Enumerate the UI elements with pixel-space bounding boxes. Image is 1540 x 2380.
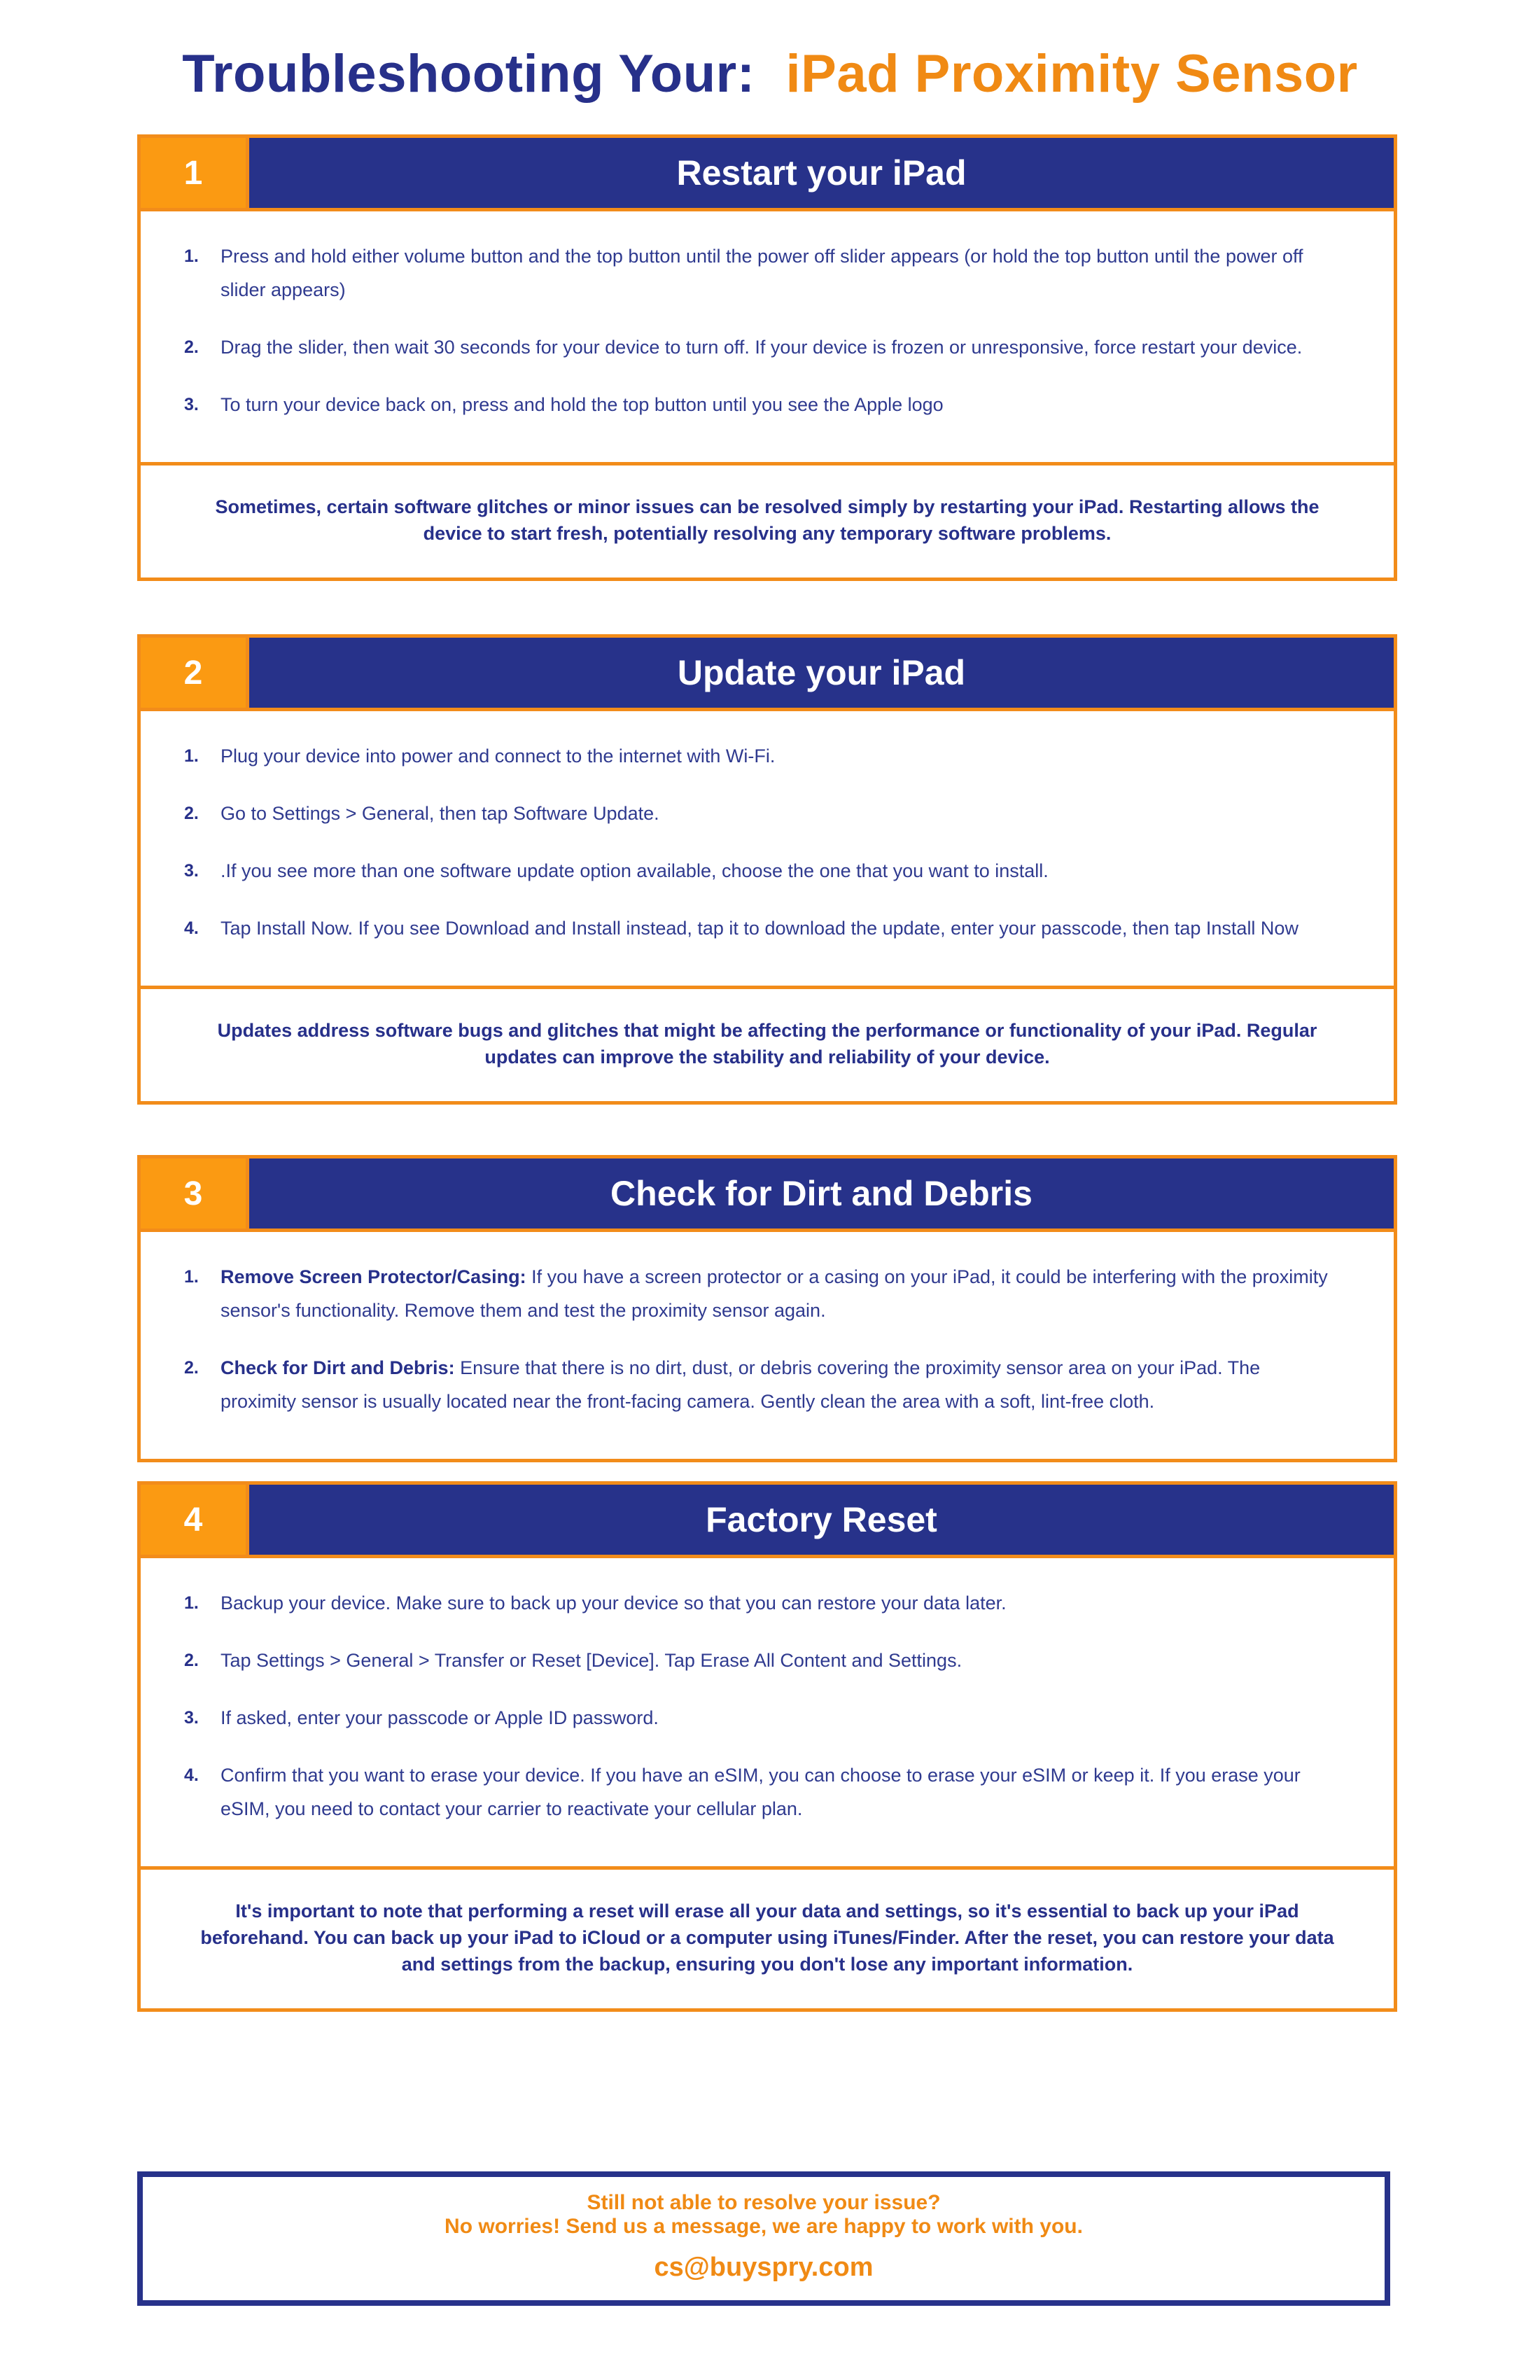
section-header: [141, 1158, 1394, 1232]
step-item: 1. Remove Screen Protector/Casing: If you have a screen protector or a casing on your iPad, it could be interfering with the proximity sensor's functionality. Remove them and test the proximity sensor again.: [184, 1266, 1328, 1321]
step-item: 1. Plug your device into power and connect to the internet with Wi-Fi.: [184, 746, 776, 766]
contact-email-link[interactable]: cs@buyspry.com: [654, 2253, 874, 2282]
section-title: Factory Reset: [246, 1485, 1394, 1555]
section-number: 1: [141, 138, 246, 208]
section-dirt-debris: [137, 1155, 1397, 1462]
step-item: 4. Tap Install Now. If you see Download and Install instead, tap it to download the update, enter your passcode, then tap Install Now: [184, 918, 1298, 939]
step-item: 1. Press and hold either volume button and the top button until the power off slider appears (or hold the top button until the power off slider appears): [184, 246, 1303, 300]
step-item: 4. Confirm that you want to erase your device. If you have an eSIM, you can choose to erase your eSIM or keep it. If you erase your eSIM, you need to contact your carrier to reactivate your cellular plan.: [184, 1765, 1301, 1819]
section-header: [141, 138, 1394, 211]
title-part-1: Troubleshooting Your:: [182, 44, 755, 104]
section-number: 3: [141, 1158, 246, 1228]
step-item: 3. .If you see more than one software update option available, choose the one that you want to install.: [184, 860, 1049, 881]
section-title: Check for Dirt and Debris: [246, 1158, 1394, 1228]
section-note: Sometimes, certain software glitches or minor issues can be resolved simply by restarting your iPad. Restarting allows the device to start fresh, potentially resolving any temporary software problems.: [141, 462, 1394, 578]
section-restart: [137, 134, 1397, 581]
step-item: 2. Go to Settings > General, then tap Software Update.: [184, 803, 659, 824]
section-update: [137, 634, 1397, 1105]
step-item: 2. Drag the slider, then wait 30 seconds for your device to turn off. If your device is frozen or unresponsive, force restart your device.: [184, 337, 1303, 358]
section-factory-reset: [137, 1481, 1397, 2012]
step-list: [141, 711, 1394, 986]
section-note: Updates address software bugs and glitches that might be affecting the performance or functionality of your iPad. Regular updates can improve the stability and reliability of your device.: [141, 986, 1394, 1101]
section-header: [141, 638, 1394, 711]
step-item: 1. Backup your device. Make sure to back up your device so that you can restore your data later.: [184, 1592, 1007, 1614]
page-title: [0, 43, 1540, 104]
contact-line-2: No worries! Send us a message, we are happy to work with you.: [444, 2215, 1083, 2238]
section-note: It's important to note that performing a reset will erase all your data and settings, so it's essential to back up your iPad beforehand. You can back up your iPad to iCloud or a computer using iTunes/Finder. After the reset, you can restore your data and settings from the backup, ensuring you don't lose any important information.: [141, 1866, 1394, 2008]
section-title: Update your iPad: [246, 638, 1394, 708]
step-list: [141, 1232, 1394, 1459]
step-item: 3. If asked, enter your passcode or Apple ID password.: [184, 1707, 659, 1728]
section-number: 2: [141, 638, 246, 708]
step-item: 2. Tap Settings > General > Transfer or Reset [Device]. Tap Erase All Content and Settings.: [184, 1650, 962, 1671]
section-number: 4: [141, 1485, 246, 1555]
section-title: Restart your iPad: [246, 138, 1394, 208]
step-item: 2. Check for Dirt and Debris: Ensure that there is no dirt, dust, or debris covering the proximity sensor area on your iPad. The proximity sensor is usually located near the front-facing camera. Gently clean the area with a soft, lint-free cloth.: [184, 1357, 1261, 1412]
step-list: [141, 211, 1394, 462]
step-item: 3. To turn your device back on, press and hold the top button until you see the Apple logo: [184, 394, 944, 415]
contact-line-1: Still not able to resolve your issue?: [587, 2191, 941, 2214]
title-part-2: iPad Proximity Sensor: [785, 44, 1358, 104]
section-header: [141, 1485, 1394, 1558]
step-list: [141, 1558, 1394, 1866]
contact-box: [137, 2171, 1390, 2306]
